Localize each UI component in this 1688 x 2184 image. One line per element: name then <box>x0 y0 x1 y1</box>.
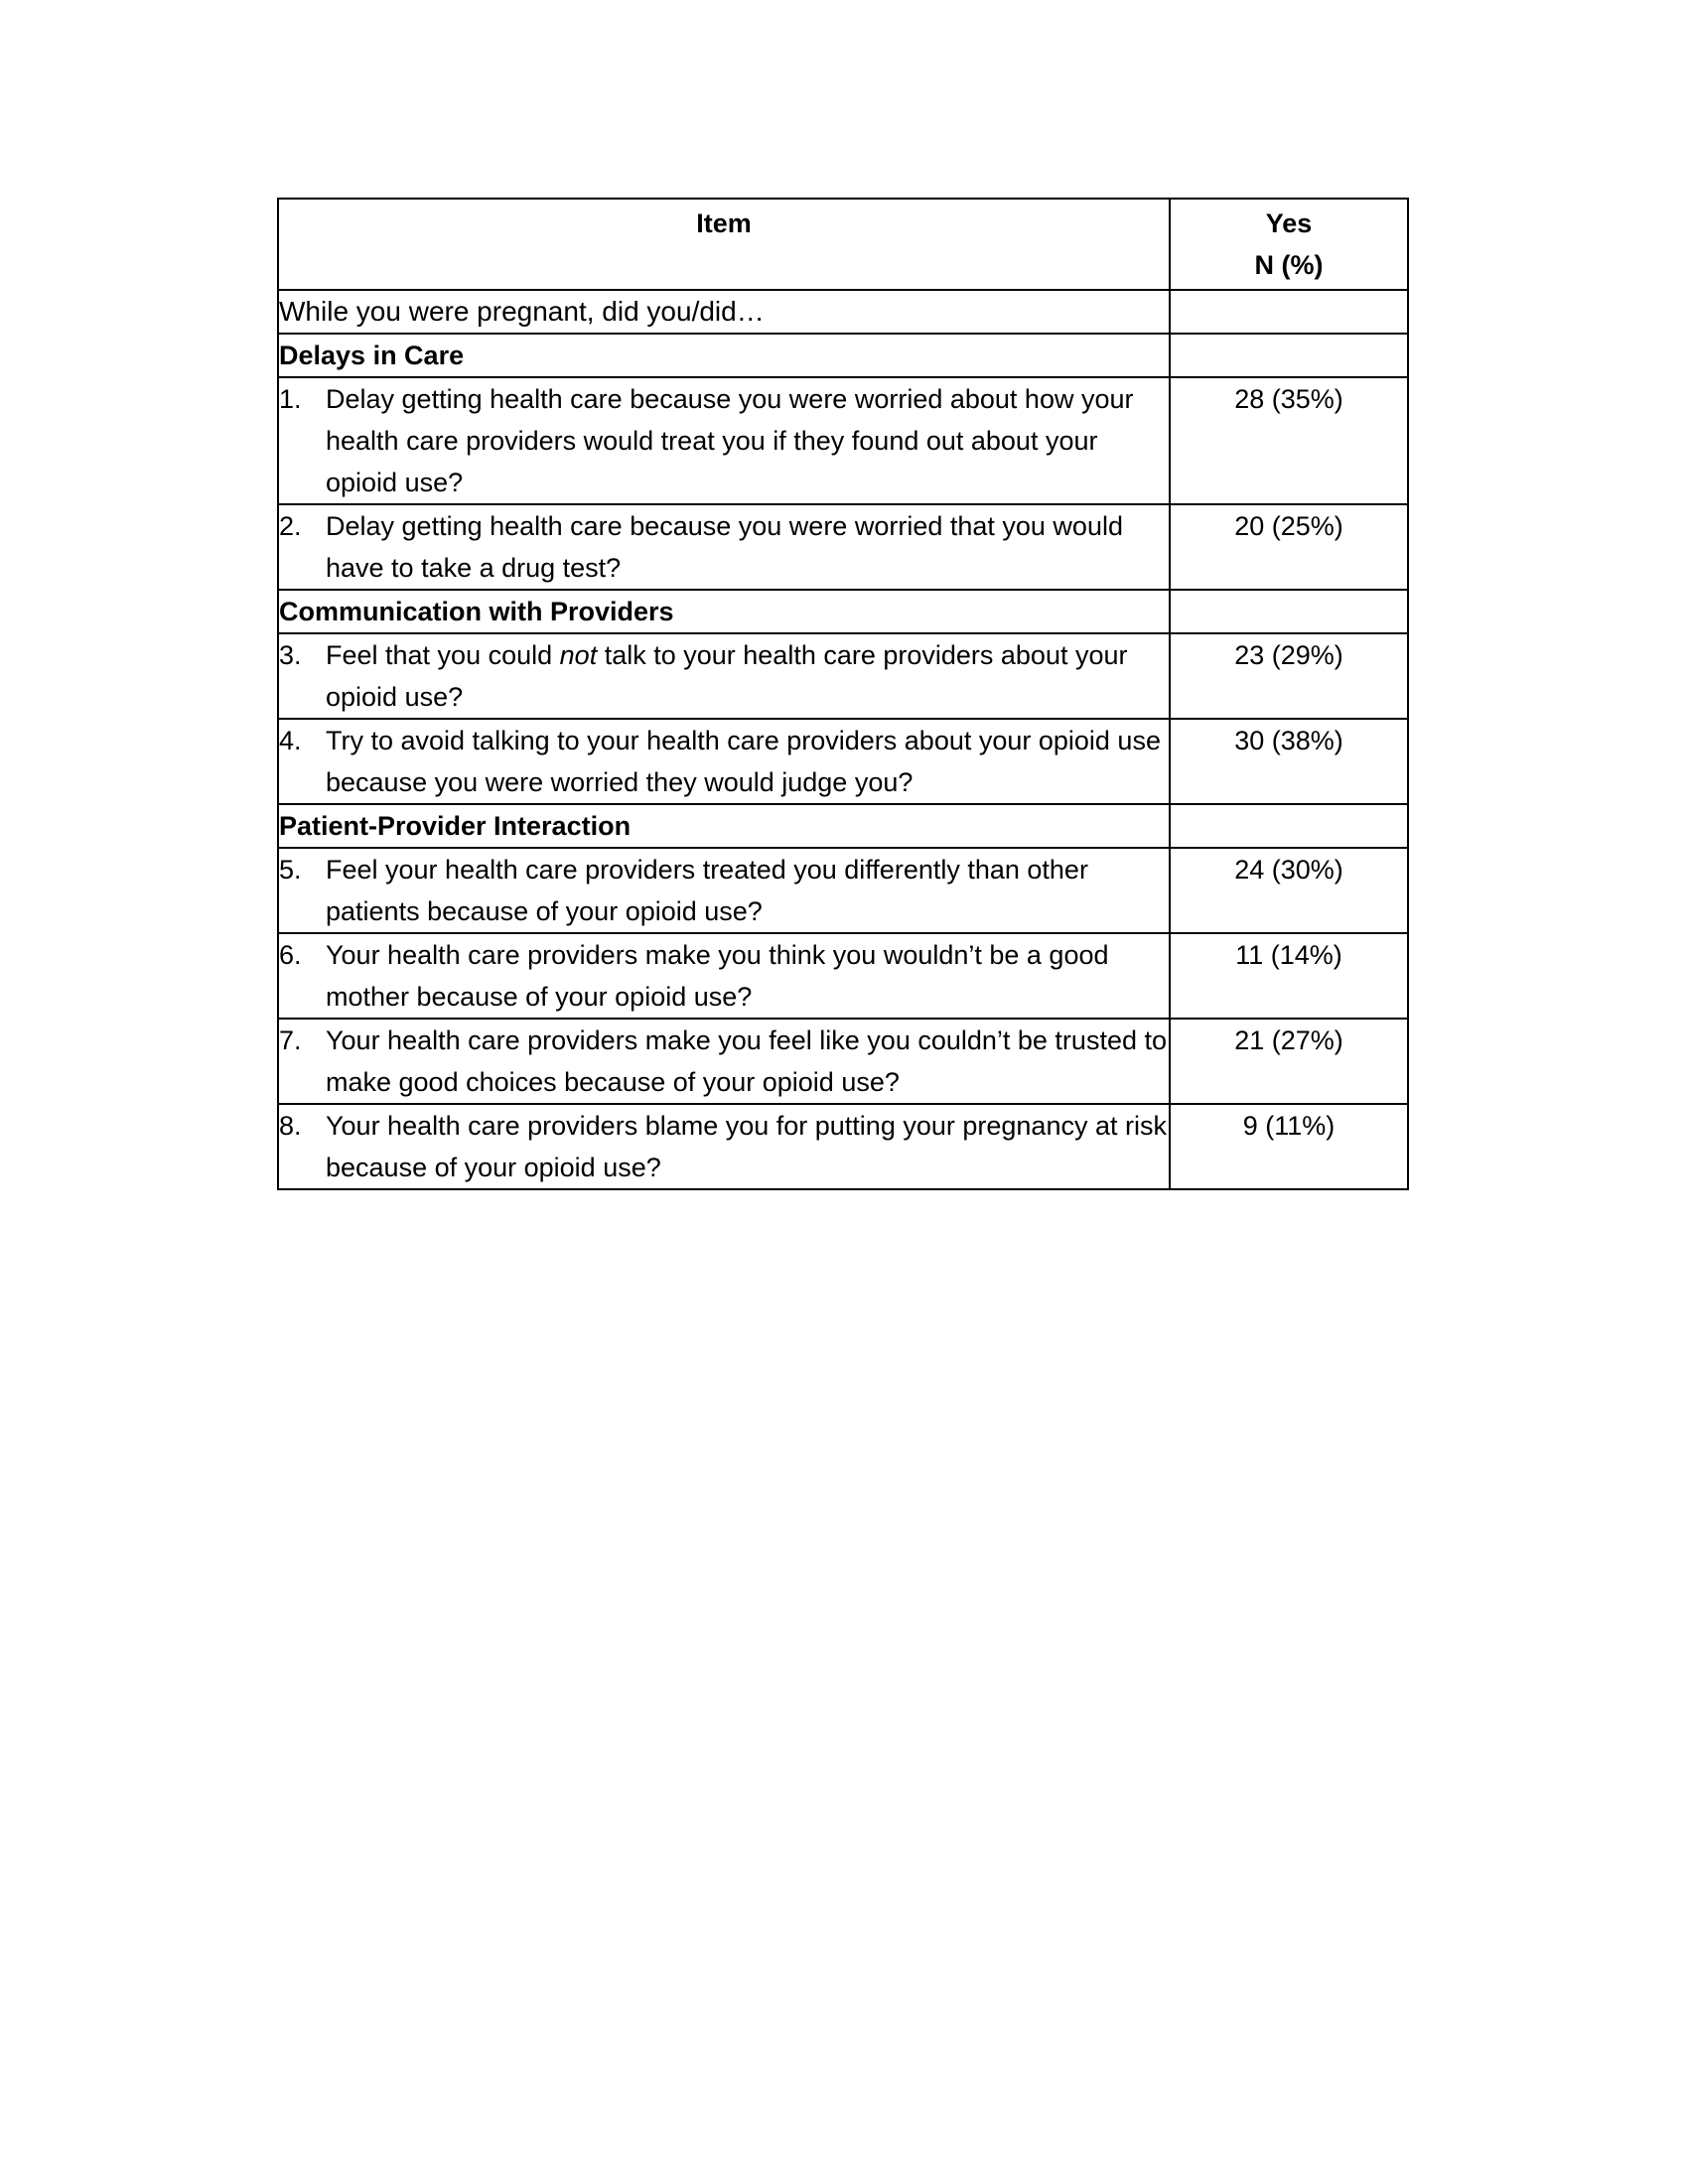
yes-column-header <box>1170 199 1408 290</box>
item-cell <box>278 504 1170 590</box>
item-cell <box>278 933 1170 1019</box>
item-text: Delay getting health care because you were worried about how your health care providers would treat you if they found out about your opioid use? <box>326 384 1134 497</box>
yes-value: 23 (29%) <box>1170 633 1408 719</box>
item-cell <box>278 1019 1170 1104</box>
item-text-start: Feel that you could <box>326 640 560 670</box>
header-row <box>278 199 1408 290</box>
item-number: 2. <box>279 511 302 541</box>
item-text-end: talk to your health care providers about your opioid use? <box>326 640 1128 712</box>
yes-header-label: Yes <box>1265 208 1313 238</box>
item-number: 6. <box>279 940 302 970</box>
yes-header-unit: N (%) <box>1254 250 1324 280</box>
item-cell <box>278 377 1170 504</box>
item-text-emphasis: not <box>559 640 598 670</box>
table-row <box>278 1104 1408 1189</box>
item-text: Try to avoid talking to your health care providers about your opioid use because you were worried they would judge you? <box>326 726 1161 797</box>
item-number: 4. <box>279 726 302 755</box>
item-text: Delay getting health care because you were worried that you would have to take a drug test? <box>326 511 1123 583</box>
yes-value: 28 (35%) <box>1170 377 1408 504</box>
item-number: 1. <box>279 384 302 414</box>
item-text <box>326 634 1169 718</box>
intro-text: While you were pregnant, did you/did… <box>278 290 1170 334</box>
item-cell <box>278 719 1170 804</box>
item-text: Your health care providers make you think you wouldn’t be a good mother because of your opioid use? <box>326 940 1109 1012</box>
table-row <box>278 933 1408 1019</box>
yes-value: 30 (38%) <box>1170 719 1408 804</box>
yes-value: 9 (11%) <box>1170 1104 1408 1189</box>
empty-cell <box>1170 590 1408 633</box>
yes-value: 21 (27%) <box>1170 1019 1408 1104</box>
intro-row <box>278 290 1408 334</box>
item-number: 8. <box>279 1111 302 1141</box>
item-cell <box>278 848 1170 933</box>
item-text: Your health care providers make you feel like you couldn’t be trusted to make good choices because of your opioid use? <box>326 1025 1167 1097</box>
item-number: 5. <box>279 855 302 885</box>
empty-cell <box>1170 334 1408 377</box>
section-row <box>278 590 1408 633</box>
section-row <box>278 334 1408 377</box>
section-title: Delays in Care <box>278 334 1170 377</box>
item-text: Your health care providers blame you for putting your pregnancy at risk because of your opioid use? <box>326 1111 1167 1182</box>
table-row <box>278 633 1408 719</box>
table-row <box>278 1019 1408 1104</box>
empty-cell <box>1170 290 1408 334</box>
item-cell <box>278 1104 1170 1189</box>
item-cell <box>278 633 1170 719</box>
yes-value: 20 (25%) <box>1170 504 1408 590</box>
item-text: Feel your health care providers treated you differently than other patients because of your opioid use? <box>326 855 1088 926</box>
item-number: 3. <box>279 640 302 670</box>
item-number: 7. <box>279 1025 302 1055</box>
table-row <box>278 848 1408 933</box>
table-row <box>278 377 1408 504</box>
item-column-header: Item <box>278 199 1170 290</box>
section-title: Patient-Provider Interaction <box>278 804 1170 848</box>
yes-value: 11 (14%) <box>1170 933 1408 1019</box>
table-row <box>278 504 1408 590</box>
section-title: Communication with Providers <box>278 590 1170 633</box>
survey-table <box>277 198 1409 1190</box>
table-row <box>278 719 1408 804</box>
empty-cell <box>1170 804 1408 848</box>
section-row <box>278 804 1408 848</box>
yes-value: 24 (30%) <box>1170 848 1408 933</box>
